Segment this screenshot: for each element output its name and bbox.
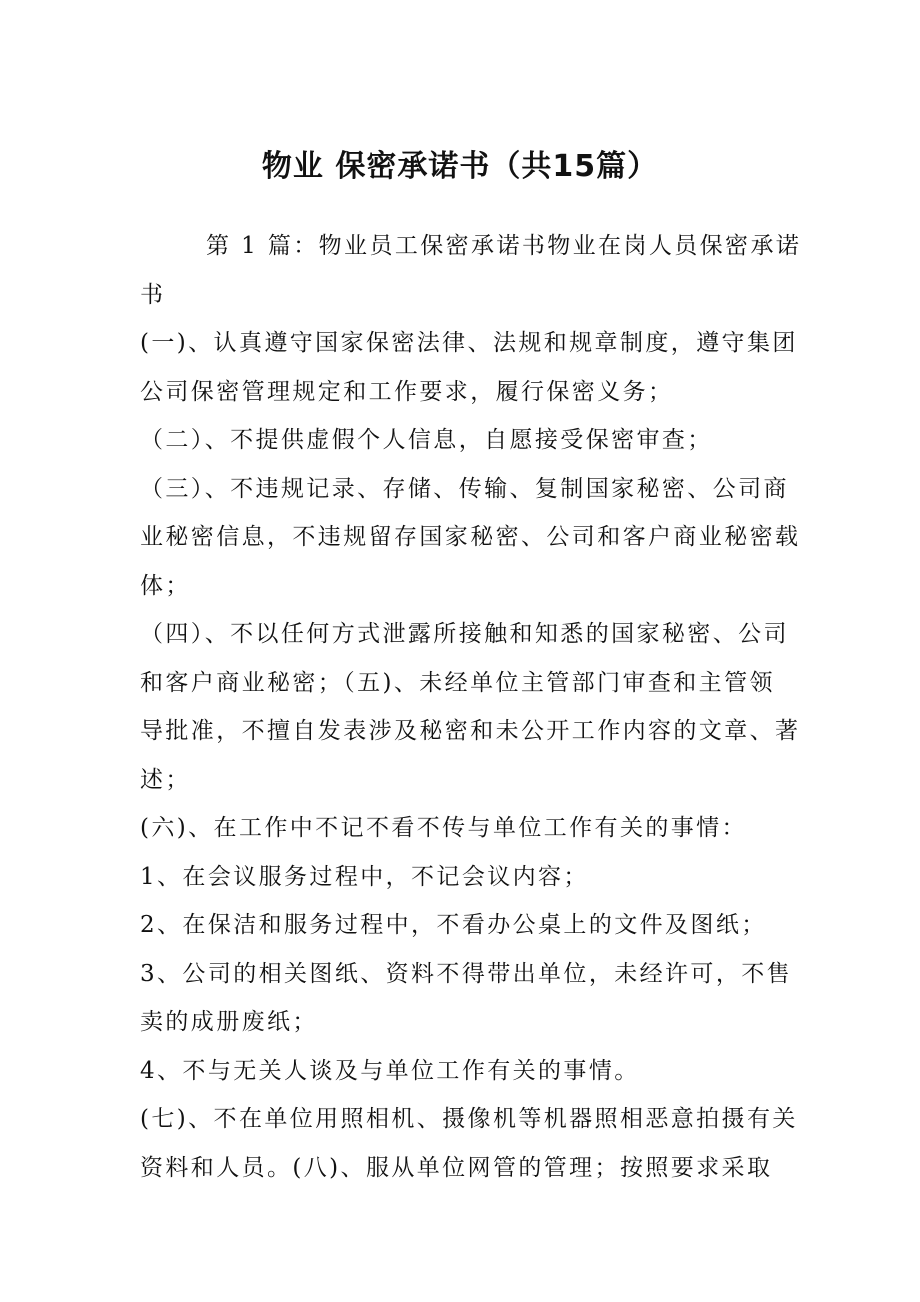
- text-line: 业秘密信息，不违规留存国家秘密、公司和客户商业秘密载: [140, 524, 801, 550]
- paragraph-clause-1: [140, 319, 798, 416]
- document-body: [140, 222, 802, 1192]
- text-line: 卖的成册废纸；: [140, 1009, 318, 1035]
- paragraph-chapter-heading: [140, 222, 802, 319]
- text-line: (六)、在工作中不记不看不传与单位工作有关的事情：: [140, 815, 747, 841]
- text-line: 1、在会议服务过程中，不记会议内容；: [140, 863, 589, 890]
- document-title: 物业 保密承诺书（共15篇）: [261, 149, 659, 184]
- paragraph-clause-4-5: [140, 610, 801, 804]
- text-line: （二）、不提供虚假个人信息，自愿接受保密审查；: [140, 427, 713, 453]
- text-line: (一)、认真遵守国家保密法律、法规和规章制度，遵守集团: [140, 330, 798, 356]
- paragraph-clause-6: [140, 804, 780, 853]
- list-item-2: [140, 901, 780, 950]
- list-item-1: [140, 853, 780, 902]
- text-line: 导批准，不擅自发表涉及秘密和未公开工作内容的文章、著: [140, 718, 801, 744]
- list-item-4: [140, 1047, 780, 1096]
- paragraph-clause-3: [140, 465, 801, 611]
- text-line: 体；: [140, 572, 191, 599]
- text-line: 书: [140, 281, 166, 308]
- text-line: 和客户商业秘密；（五)、未经单位主管部门审查和主管领: [140, 669, 775, 696]
- text-line: 资料和人员。(八)、服从单位网管的管理；按照要求采取: [140, 1154, 773, 1181]
- text-line: 第 1 篇：物业员工保密承诺书物业在岗人员保密承诺: [206, 233, 802, 259]
- text-line: (七)、不在单位用照相机、摄像机等机器照相恶意拍摄有关: [140, 1106, 798, 1132]
- text-line: 述；: [140, 766, 191, 793]
- text-line: （三）、不违规记录、存储、传输、复制国家秘密、公司商: [140, 475, 789, 502]
- paragraph-clause-7-8: [140, 1095, 798, 1192]
- text-line: （四）、不以任何方式泄露所接触和知悉的国家秘密、公司: [140, 621, 789, 647]
- text-line: 公司保密管理规定和工作要求，履行保密义务；: [140, 378, 674, 405]
- text-line: 2、在保洁和服务过程中，不看办公桌上的文件及图纸；: [140, 912, 767, 938]
- list-item-3: [140, 950, 793, 1047]
- paragraph-clause-2: [140, 416, 780, 465]
- text-line: 4、不与无关人谈及与单位工作有关的事情。: [140, 1057, 640, 1084]
- text-line: 3、公司的相关图纸、资料不得带出单位，未经许可，不售: [140, 960, 793, 987]
